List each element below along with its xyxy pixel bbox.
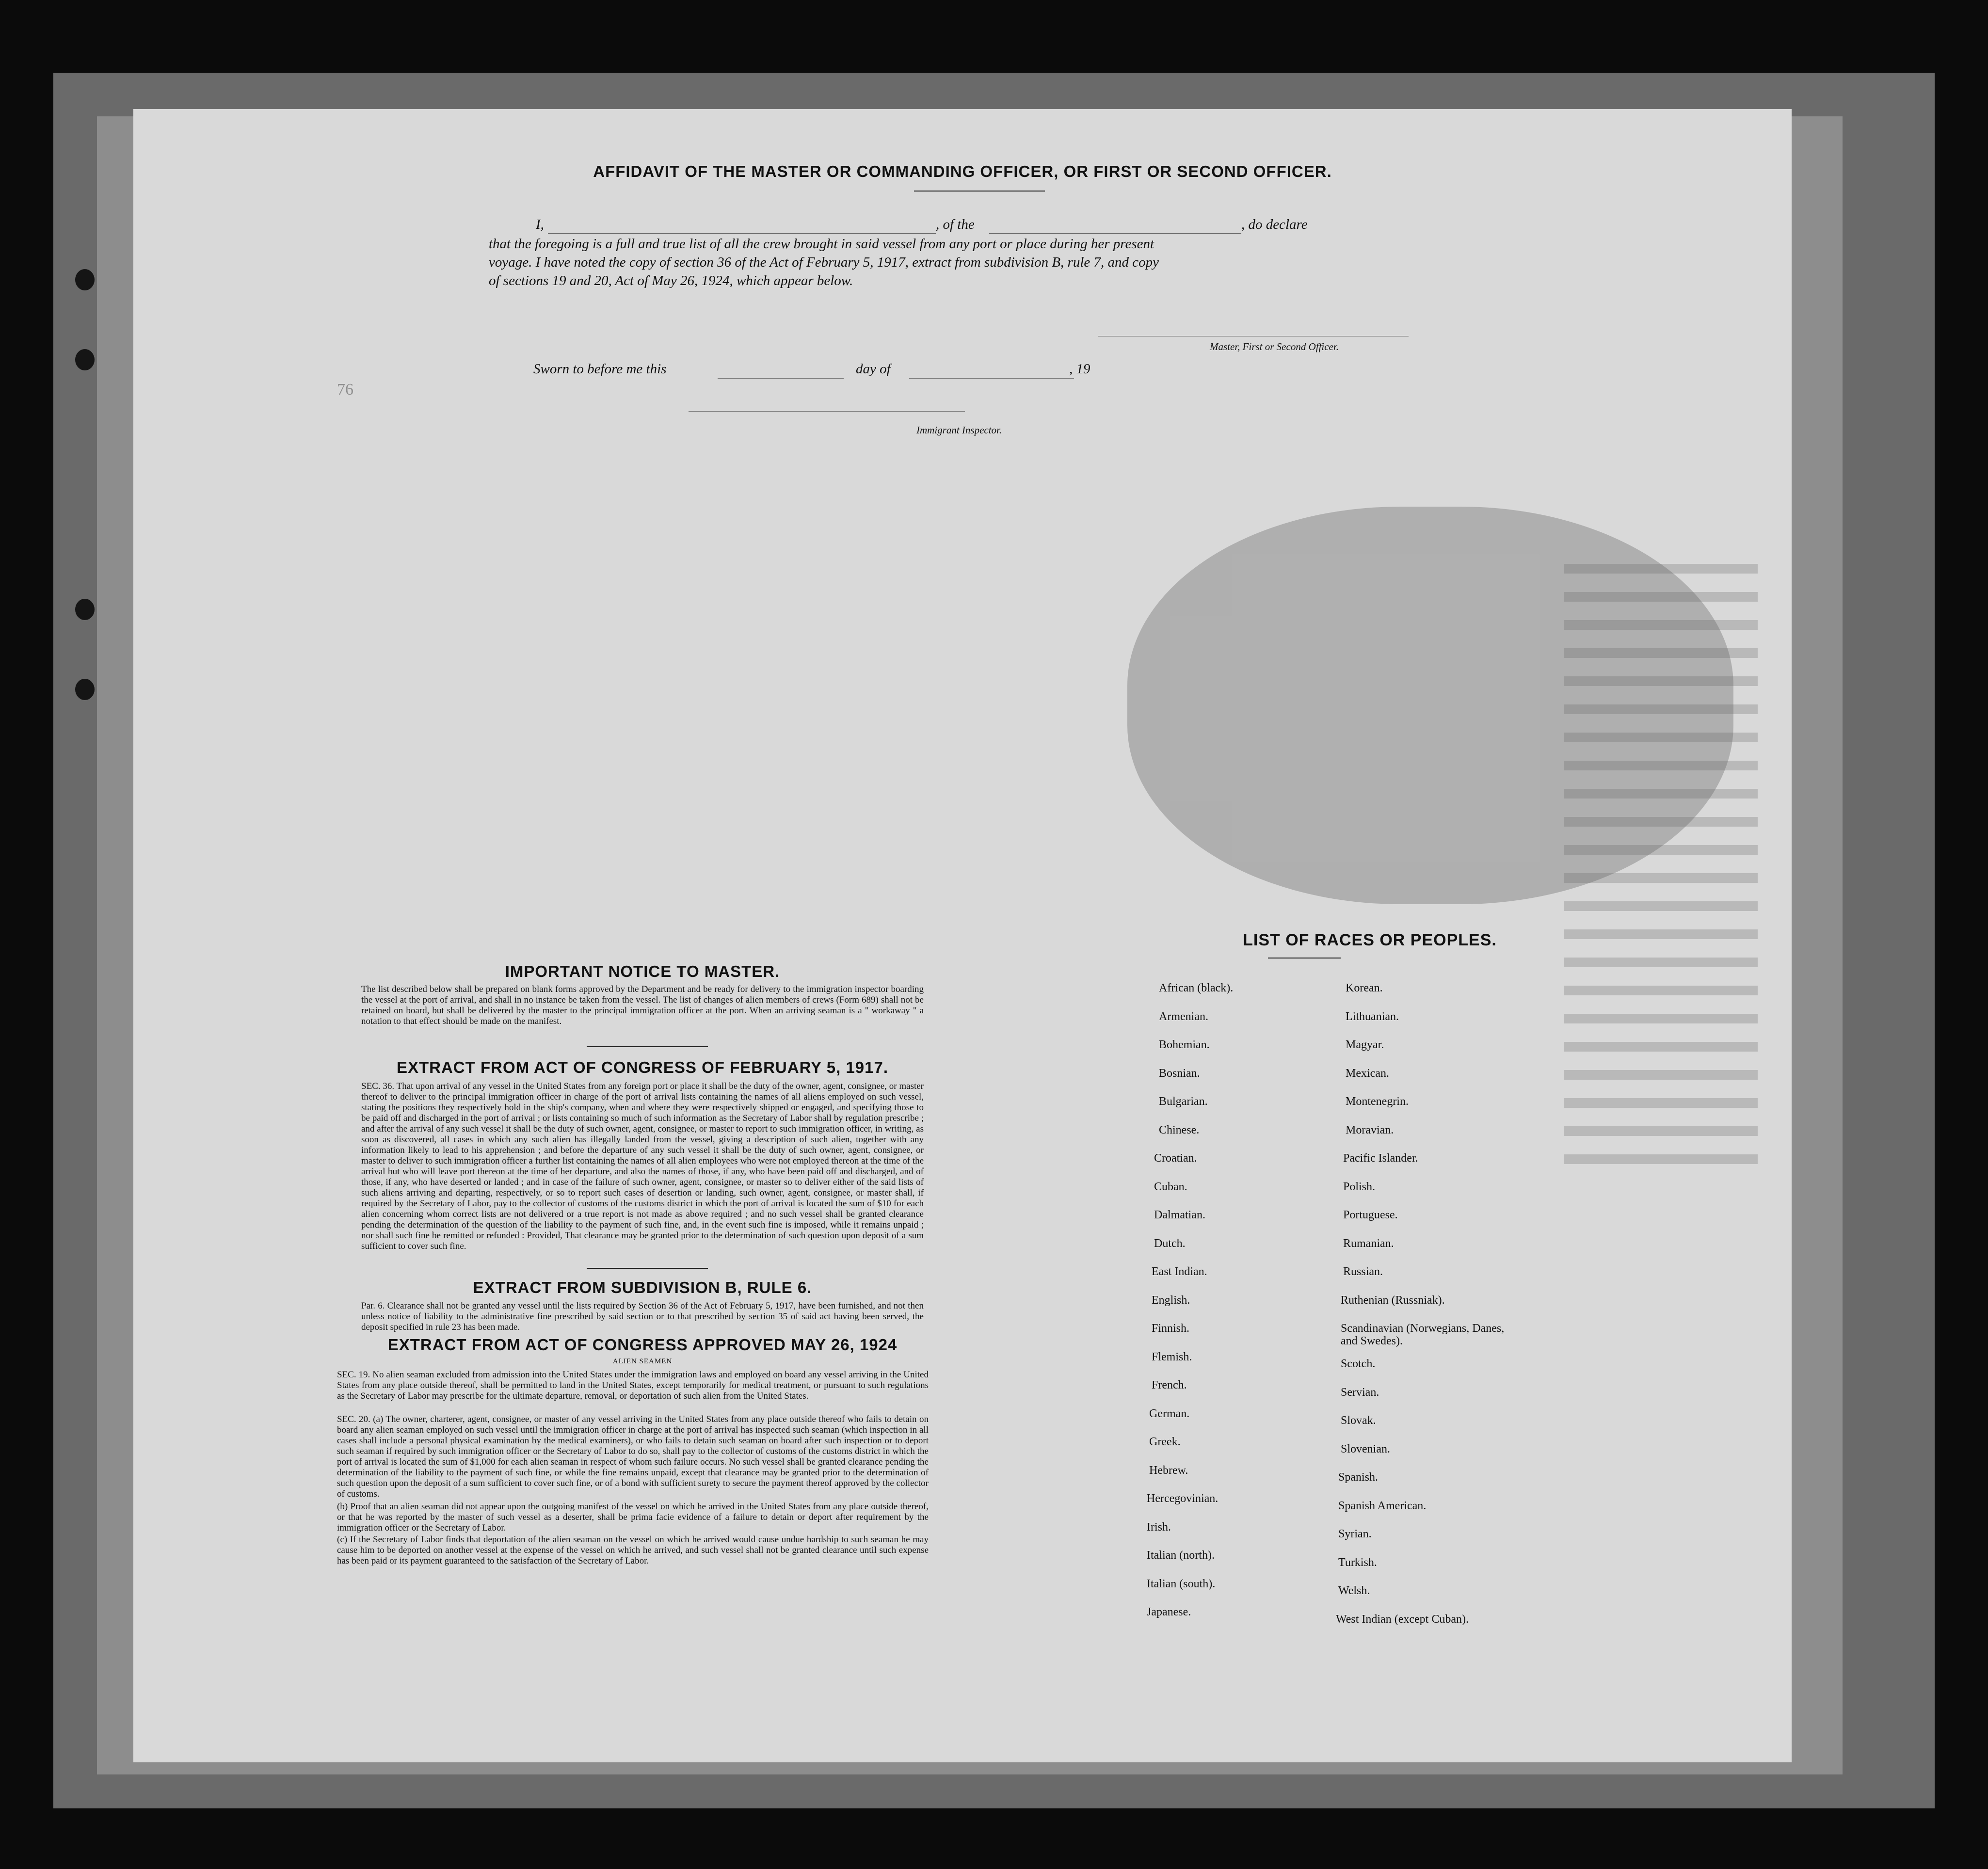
race-right-item: West Indian (except Cuban). (1336, 1613, 1469, 1626)
binder-hole (75, 269, 95, 290)
sworn-day-of-label: day of (856, 361, 891, 377)
act-1924-section-20b: (b) Proof that an alien seaman did not appear upon the outgoing manifest of the vessel on which he arrived in the United States from any place outside thereof, or that he was reported by the master of such vessel as a deserter, shall be prima facie evidence of a failure to detain or deport after requirement by the immigration officer or the Secretary of Labor. (337, 1502, 929, 1533)
race-right-item: Scandinavian (Norwegians, Danes, and Swedes). (1341, 1322, 1505, 1347)
act-1917-title: EXTRACT FROM ACT OF CONGRESS OF FEBRUARY 5, 1917. (396, 1058, 889, 1076)
race-right-item: Russian. (1343, 1265, 1383, 1278)
act-1924-section-19: SEC. 19. No alien seaman excluded from admission into the United States under the immigration laws and employed on board any vessel arriving in the United States from any place outside thereof, shall be permitted to land in the United States, except temporarily for medical treatment, or pursuant to such regulations as the Secretary of Labor may prescribe for the ultimate departure, removal, or deportation of such alien from the United States. (337, 1370, 929, 1401)
declare-label: , do declare (1241, 217, 1308, 232)
show-through-text: 76 (337, 381, 353, 399)
race-right-item: Spanish American. (1338, 1500, 1427, 1512)
race-left-item: Japanese. (1147, 1606, 1191, 1618)
race-right-item: Korean. (1346, 982, 1383, 994)
race-left-item: Dutch. (1154, 1237, 1186, 1250)
master-signature-label: Master, First or Second Officer. (1210, 341, 1339, 352)
race-right-item: Lithuanian. (1346, 1010, 1399, 1023)
race-right-item: Syrian. (1338, 1528, 1372, 1540)
race-right-item: Slovenian. (1341, 1443, 1390, 1455)
binder-hole (75, 599, 95, 620)
inspector-label: Immigrant Inspector. (916, 424, 1002, 436)
affidavit-page (133, 109, 1792, 1762)
race-right-item: Rumanian. (1343, 1237, 1394, 1250)
race-left-item: English. (1152, 1294, 1190, 1307)
declarant-name-line (548, 233, 936, 234)
race-right-item: Scotch. (1341, 1358, 1376, 1370)
race-right-item: Portuguese. (1343, 1209, 1398, 1221)
race-right-item: Servian. (1341, 1386, 1379, 1399)
divider-rule (587, 1268, 708, 1269)
show-through-table (1564, 545, 1758, 1176)
binder-hole (75, 349, 95, 370)
race-left-item: Croatian. (1154, 1152, 1197, 1165)
race-right-item: Magyar. (1346, 1038, 1384, 1051)
declarant-label: I, (536, 217, 544, 232)
sworn-label: Sworn to before me this (533, 361, 667, 377)
divider-rule (587, 1046, 708, 1047)
race-left-item: Italian (north). (1147, 1549, 1215, 1562)
rule-6-body: Par. 6. Clearance shall not be granted any vessel until the lists required by Section 36 of the Act of February 5, 1917, have been furnished, and not then unless notice of liability to the administrative fine prescribed by said section or to that prescribed by section 35 of said act having been served, the deposit specified in rule 23 has been made. (361, 1301, 924, 1332)
race-right-item: Moravian. (1346, 1124, 1394, 1136)
act-1924-title: EXTRACT FROM ACT OF CONGRESS APPROVED MAY 26, 1924 (387, 1336, 898, 1354)
race-left-item: Flemish. (1152, 1351, 1192, 1363)
notice-body: The list described below shall be prepared on blank forms approved by the Department and be ready for delivery to the immigration inspector boarding the vessel at the port of arrival, and shall in no instance be taken from the vessel. The list of changes of alien members of crews (Form 689) shall not be retained on board, but shall be delivered by the master to the principal immigration officer at the port. When an arriving seaman is a " workaway " a notation to that effect should be made on the manifest. (361, 984, 924, 1026)
rule-6-title: EXTRACT FROM SUBDIVISION B, RULE 6. (473, 1278, 812, 1296)
race-left-item: Bulgarian. (1159, 1095, 1208, 1108)
affidavit-line-4: of sections 19 and 20, Act of May 26, 1924, which appear below. (489, 273, 853, 288)
race-left-item: Cuban. (1154, 1181, 1187, 1193)
race-left-item: Hercegovinian. (1147, 1492, 1218, 1505)
inspector-signature-line (689, 411, 965, 412)
race-left-item: Hebrew. (1149, 1464, 1188, 1477)
race-right-item: Turkish. (1338, 1556, 1377, 1569)
race-right-item: Welsh. (1338, 1584, 1370, 1597)
sworn-year-label: , 19 (1069, 361, 1090, 377)
title-rule (914, 191, 1045, 192)
race-left-item: German. (1149, 1407, 1190, 1420)
binder-hole (75, 679, 95, 700)
act-1917-body: SEC. 36. That upon arrival of any vessel in the United States from any foreign port or place it shall be the duty of the owner, agent, consignee, or master thereof to deliver to the principal immigration officer in charge of the port of arrival lists containing the names of all aliens employed on such vessel, stating the positions they respectively hold in the ship's company, when and where they were respectively shipped or engaged, and specifying those to be paid off and discharged in the port of arrival ; or lists containing so much of such information as the Secretary of Labor shall by regulation prescribe ; and after the arrival of any such vessel it shall be the duty of such owner, agent, consignee, or master to report to such immigration officer, in writing, as soon as discovered, all cases in which any such alien has illegally landed from the vessel, giving a description of such alien, together with any information likely to lead to his apprehension ; and before the departure of any such vessel it shall be the duty of such owner, agent, consignee, or master to deliver to such immigration officer a further list containing the names of all alien employees who were not employed thereon at the time of the arrival but who will leave port thereon at the time of her departure, and also the names of those, if any, who have been paid off and discharged, and of those, if any, who have deserted or landed ; and in case of the failure of such owner, agent, consignee, or master so to deliver either of the said lists of such aliens arriving and departing, respectively, or so to report such cases of desertion or landing, such owner, agent, consignee, or master shall, if required by the Secretary of Labor, pay to the collector of customs of the customs district in which the port of arrival is located the sum of $10 for each alien concerning whom correct lists are not delivered or a true report is not made as above required ; and no such vessel shall be granted clearance pending the determination of the question of the liability to the payment of such fine, and, in the event such fine is imposed, while it remains unpaid ; nor shall such fine be remitted or refunded : Provided, That clearance may be granted prior to the determination of such question upon deposit of a sum sufficient to cover such fine. (361, 1081, 924, 1251)
race-right-item: Mexican. (1346, 1067, 1389, 1080)
affidavit-line-3: voyage. I have noted the copy of section 36 of the Act of February 5, 1917, extract from subdivision B, rule 7, and copy (489, 255, 1159, 270)
races-title: LIST OF RACES OR PEOPLES. (1243, 931, 1497, 949)
race-left-item: Chinese. (1159, 1124, 1200, 1136)
race-left-item: Italian (south). (1147, 1578, 1216, 1590)
race-left-item: Bosnian. (1159, 1067, 1200, 1080)
race-left-item: Finnish. (1152, 1322, 1190, 1335)
affidavit-title: AFFIDAVIT OF THE MASTER OR COMMANDING OFFICER, OR FIRST OR SECOND OFFICER. (593, 162, 1332, 180)
race-left-item: Greek. (1149, 1436, 1181, 1448)
race-left-item: East Indian. (1152, 1265, 1207, 1278)
affidavit-line-2: that the foregoing is a full and true list of all the crew brought in said vessel from any port or place during her present (489, 236, 1154, 252)
notice-title: IMPORTANT NOTICE TO MASTER. (505, 962, 780, 980)
race-right-item: Polish. (1343, 1181, 1376, 1193)
race-left-item: African (black). (1159, 982, 1234, 994)
vessel-label: , of the (936, 217, 975, 232)
vessel-name-line (989, 233, 1241, 234)
race-left-item: Armenian. (1159, 1010, 1208, 1023)
sworn-day-line (718, 378, 844, 379)
act-1924-subtitle: ALIEN SEAMEN (612, 1358, 673, 1365)
race-left-item: French. (1152, 1379, 1187, 1391)
race-right-item: Spanish. (1338, 1471, 1379, 1484)
race-left-item: Irish. (1147, 1521, 1171, 1534)
race-left-item: Dalmatian. (1154, 1209, 1205, 1221)
race-right-item: Slovak. (1341, 1414, 1376, 1427)
race-right-item: Ruthenian (Russniak). (1341, 1294, 1445, 1307)
sworn-month-line (909, 378, 1074, 379)
act-1924-section-20c: (c) If the Secretary of Labor finds that deportation of the alien seaman on the vessel on which he arrived would cause undue hardship to such seaman he may cause him to be deported on another vessel at the expense of the vessel on which he arrived, and such vessel shall not be granted clearance until such expense has been paid or its payment guaranteed to the satisfaction of the Secretary of Labor. (337, 1534, 929, 1566)
race-right-item: Montenegrin. (1346, 1095, 1409, 1108)
race-right-item: Pacific Islander. (1343, 1152, 1418, 1165)
act-1924-section-20a: SEC. 20. (a) The owner, charterer, agent, consignee, or master of any vessel arriving in the United States from any place outside thereof who fails to detain on board any alien seaman employed on such vessel until the immigration officer in charge at the port of arrival has inspected such seaman (which inspection in all cases shall include a personal physical examination by the medical examiners), or who fails to detain such seaman on board after such inspection or to deport such seaman if required by such immigration officer or the Secretary of Labor to do so, shall pay to the collector of customs of the customs district in which the port of arrival is located the sum of $1,000 for each alien seaman in respect of whom such failure occurs. No such vessel shall be granted clearance pending the determination of the liability to the payment of such fine, or while the fine remains unpaid, except that clearance may be granted prior to the determination of such question upon the deposit of a sum sufficient to cover such fine, or of a bond with sufficient surety to secure the payment thereof approved by the collector of customs. (337, 1414, 929, 1499)
race-left-item: Bohemian. (1159, 1038, 1210, 1051)
